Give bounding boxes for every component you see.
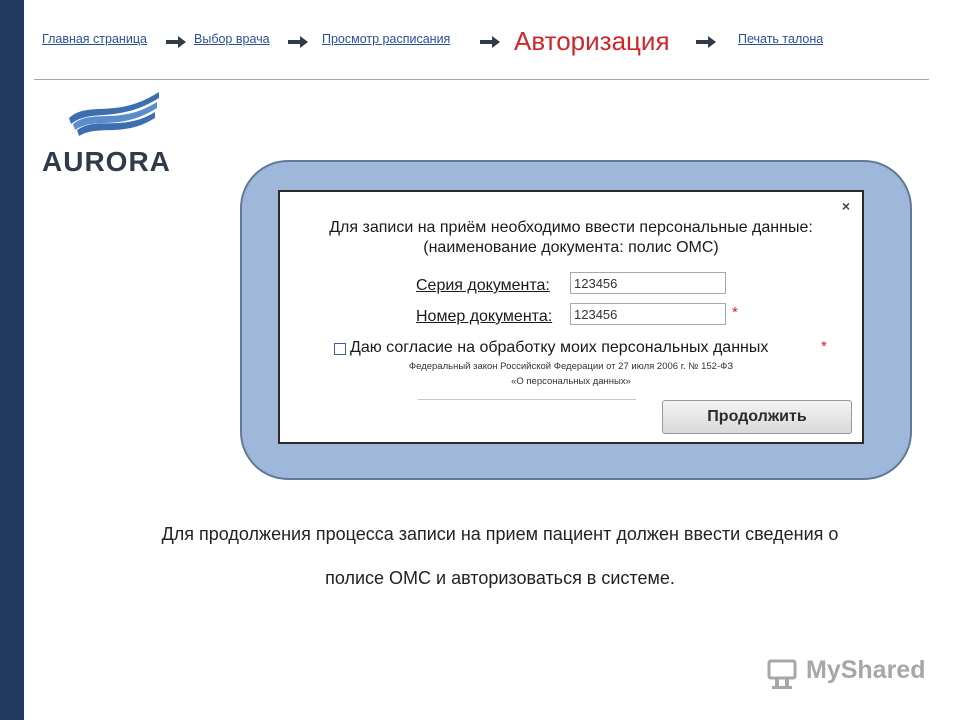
- dialog-title-line2: (наименование документа: полис ОМС): [423, 239, 719, 256]
- aurora-logo: [42, 90, 182, 180]
- myshared-watermark: [766, 656, 936, 692]
- authorization-dialog: [278, 190, 864, 444]
- header-divider: [34, 79, 929, 80]
- caption-line2: полисе ОМС и авторизоваться в системе.: [325, 568, 675, 588]
- series-label: Серия документа:: [416, 277, 550, 294]
- breadcrumb-home[interactable]: Главная страница: [42, 32, 147, 46]
- left-accent-bar: [0, 0, 24, 720]
- watermark-text: MyShared: [806, 656, 926, 684]
- consent-label: Даю согласие на обработку моих персональных данных: [350, 339, 769, 356]
- law-reference-line2: «О персональных данных»: [511, 376, 631, 387]
- breadcrumb-schedule[interactable]: Просмотр расписания: [322, 32, 451, 46]
- arrow-right-icon: [166, 36, 186, 48]
- close-icon[interactable]: ×: [841, 198, 850, 214]
- logo-text: AURORA: [42, 146, 171, 177]
- caption-line1: Для продолжения процесса записи на прием пациент должен ввести сведения о: [161, 524, 839, 544]
- number-label: Номер документа:: [416, 308, 553, 325]
- aurora-wave-icon: [67, 90, 162, 140]
- required-mark: *: [732, 304, 738, 321]
- continue-button[interactable]: Продолжить: [662, 400, 852, 434]
- dialog-divider: [418, 399, 636, 400]
- breadcrumb-print-ticket[interactable]: Печать талона: [738, 32, 824, 46]
- consent-checkbox[interactable]: [334, 343, 346, 355]
- arrow-right-icon: [480, 36, 500, 48]
- myshared-logo-icon: [766, 656, 800, 690]
- arrow-right-icon: [696, 36, 716, 48]
- breadcrumb-authorization-current: Авторизация: [514, 26, 670, 56]
- required-mark: *: [821, 338, 827, 355]
- number-input[interactable]: [570, 303, 726, 325]
- law-reference-line1: Федеральный закон Российской Федерации от 27 июля 2006 г. № 152-ФЗ: [408, 361, 734, 372]
- series-input[interactable]: [570, 272, 726, 294]
- dialog-title-line1: Для записи на приём необходимо ввести персональные данные:: [329, 219, 813, 236]
- breadcrumb-doctor-choice[interactable]: Выбор врача: [194, 32, 270, 46]
- arrow-right-icon: [288, 36, 308, 48]
